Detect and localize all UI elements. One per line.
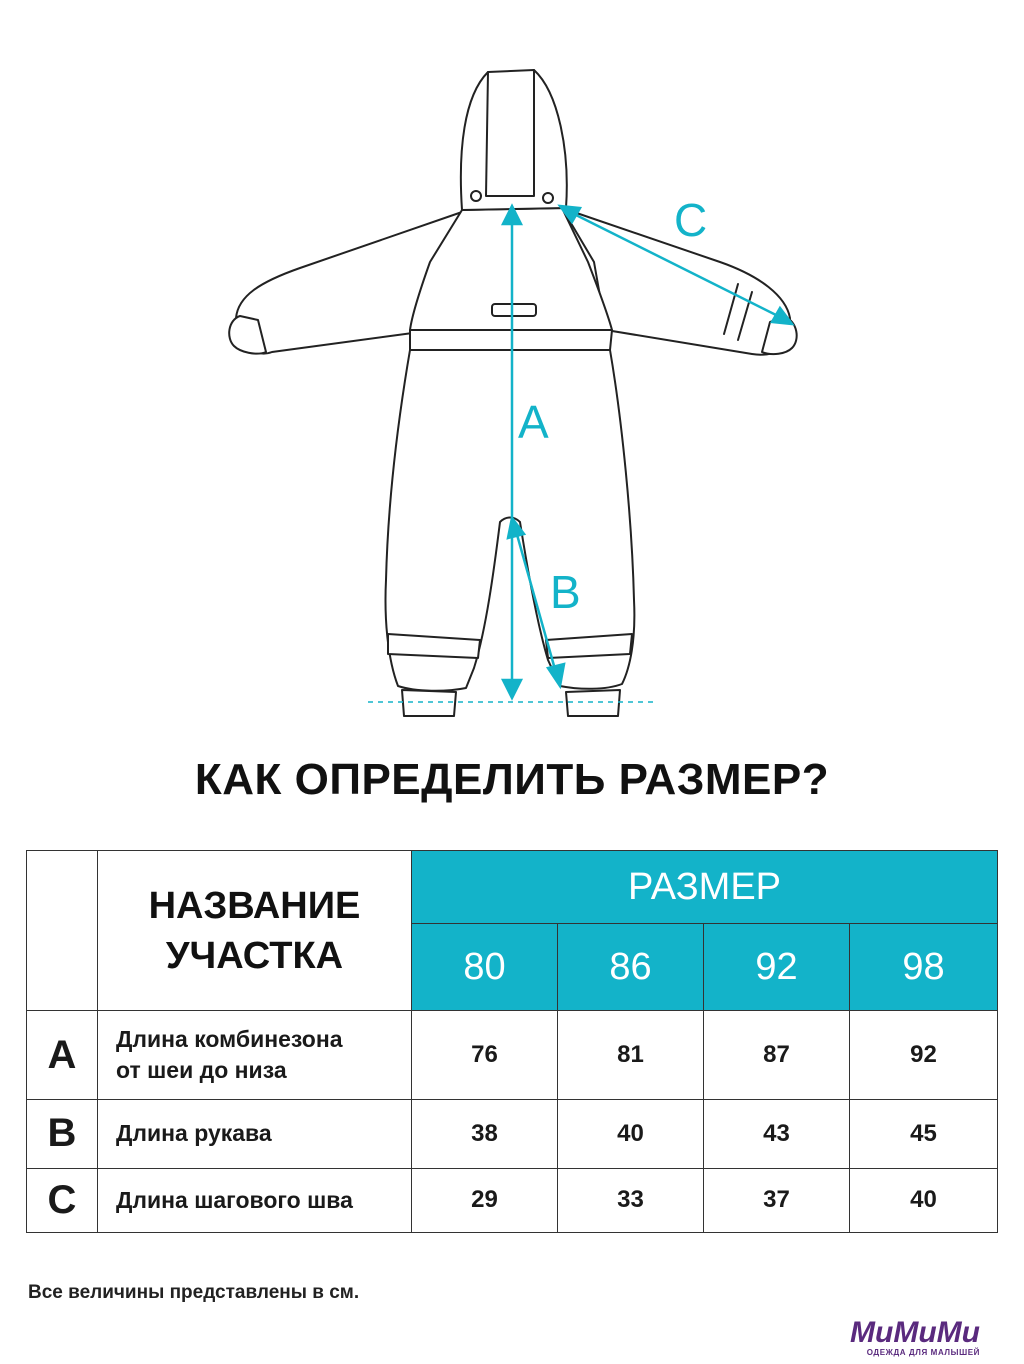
row-letter: A [27,1011,98,1099]
page-title: КАК ОПРЕДЕЛИТЬ РАЗМЕР? [194,755,830,804]
table-corner-cell [27,851,98,1011]
row-part: Длина рукава [98,1099,412,1168]
label-a: A [518,396,549,448]
row-letter: B [27,1099,98,1168]
size-table [26,850,998,1233]
row-value: 33 [558,1168,704,1232]
back-tag [492,304,536,316]
brand-logo [850,1318,980,1357]
size-92: 92 [704,924,850,1011]
units-footnote: Все величины представлены в см. [28,1282,360,1303]
hood-button-right [543,193,553,203]
name-header [98,851,412,1011]
row-value: 40 [558,1099,704,1168]
row-value: 45 [850,1099,998,1168]
row-value: 40 [850,1168,998,1232]
size-80: 80 [412,924,558,1011]
table-row [27,1099,998,1168]
row-value: 38 [412,1099,558,1168]
row-value: 81 [558,1011,704,1099]
size-86: 86 [558,924,704,1011]
hood [461,70,567,210]
row-value: 43 [704,1099,850,1168]
row-value: 92 [850,1011,998,1099]
measure-b-arrow-bottom [548,664,564,686]
hood-button-left [471,191,481,201]
row-part: Длина шагового шва [98,1168,412,1232]
row-part [98,1011,412,1099]
table-row [27,1011,998,1099]
row-part-line2: от шеи до низа [116,1057,287,1084]
row-value: 37 [704,1168,850,1232]
name-header-line2: УЧАСТКА [165,934,344,977]
row-value: 29 [412,1168,558,1232]
table-row [27,1168,998,1232]
brand-tagline: ОДЕЖДА ДЛЯ МАЛЫШЕЙ [866,1348,980,1357]
name-header-line1: НАЗВАНИЕ [148,884,361,927]
label-c: C [674,194,708,246]
row-part-line1: Длина комбинезона [116,1026,343,1053]
size-98: 98 [850,924,998,1011]
label-b: B [550,566,581,618]
row-value: 76 [412,1011,558,1099]
measure-a-arrow-bottom [503,680,521,698]
left-foot [402,690,456,716]
size-header: РАЗМЕР [412,851,998,924]
brand-name: МиМиМи [850,1316,980,1349]
right-foot [566,690,620,716]
row-value: 87 [704,1011,850,1099]
row-letter: C [27,1168,98,1232]
